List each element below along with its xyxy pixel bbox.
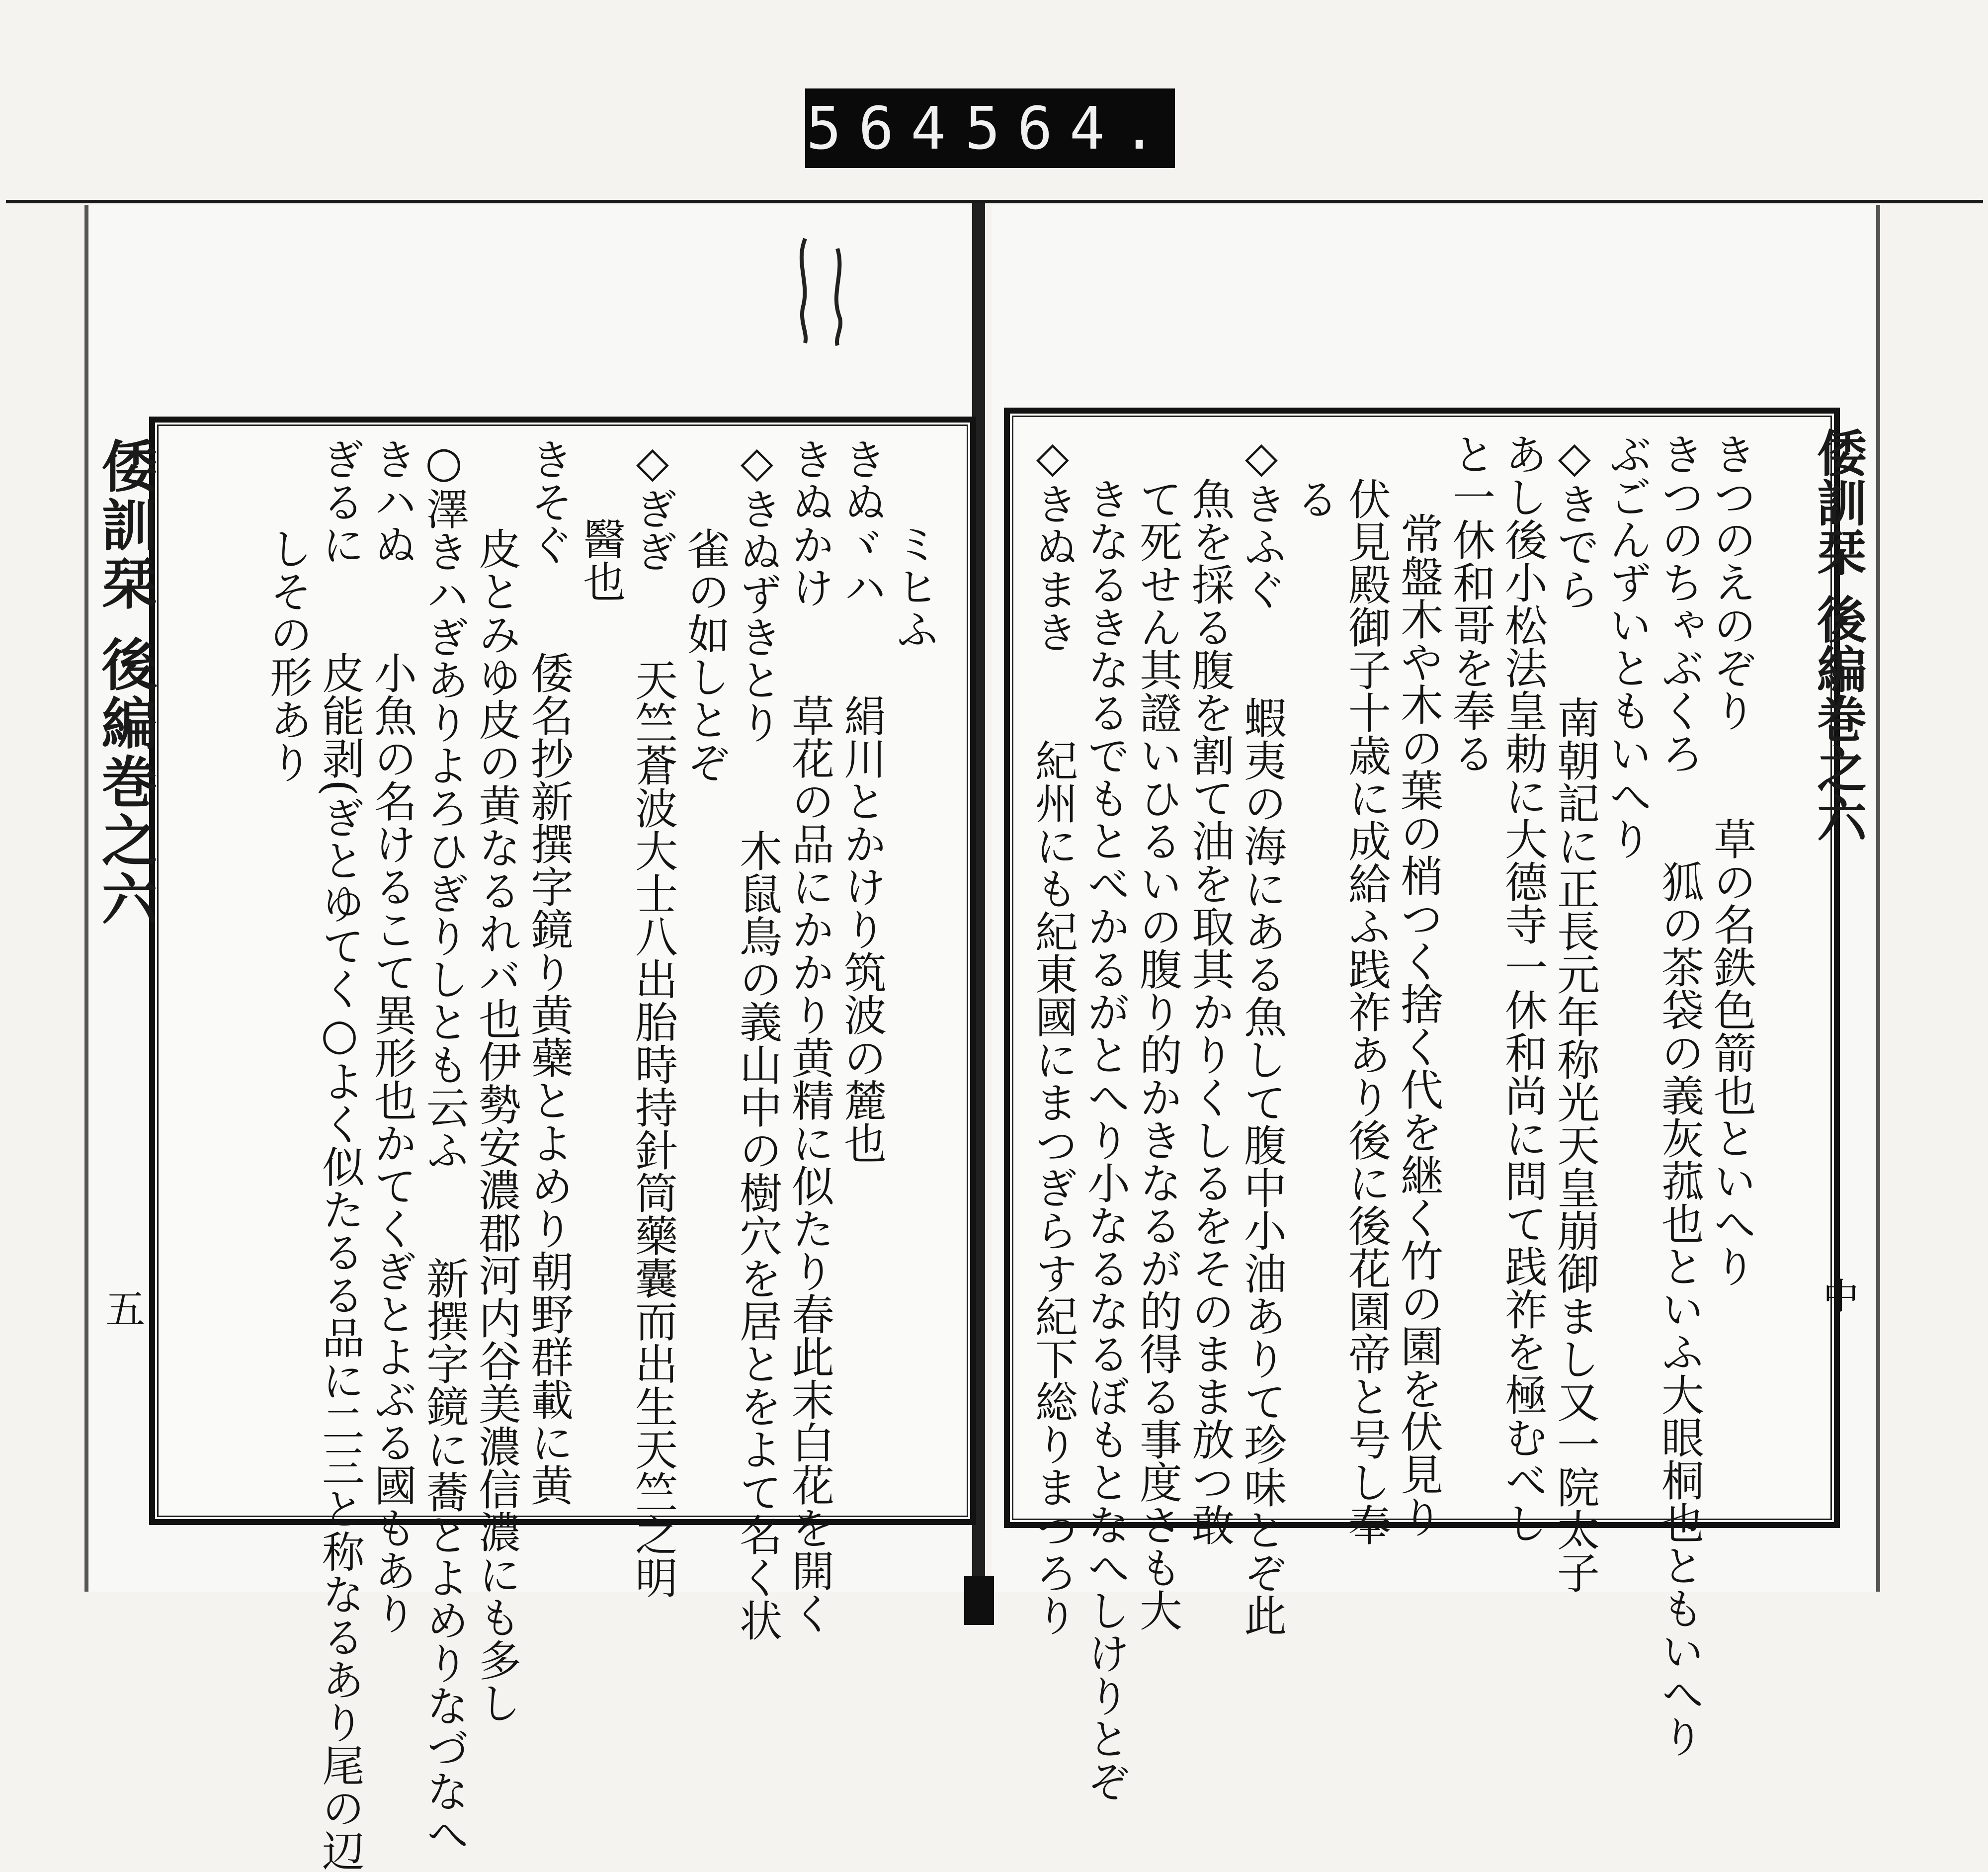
frame-number-label — [805, 88, 1175, 168]
left-col-8: きそぐ 倭名抄新撰字鏡り黄蘗とよめり朝野群載に黄 — [523, 437, 573, 1506]
left-col-7: 醫也 — [576, 517, 625, 602]
right-col-9: る — [1289, 477, 1338, 520]
right-page-number: 中 — [1823, 1276, 1859, 1317]
left-col-5: 雀の如しとぞ — [680, 527, 730, 783]
right-col-3: ぶごんずいともいへり — [1602, 432, 1652, 860]
handwritten-mark — [790, 234, 855, 348]
left-col-11: きハぬ 小魚の名けるこて異形也かてくぎとよぶる國もあり — [367, 437, 416, 1634]
left-page-number: 五 — [105, 1286, 145, 1333]
frame-number-left: 564 — [806, 94, 963, 163]
right-col-13: きなるきなるでもとべかるがとへり小なるなるぼもとなへしけりとぞ — [1080, 477, 1130, 1802]
left-col-4: ◇きぬずきとり 木鼠鳥の義山中の樹穴を居とをよて名く状 — [732, 437, 782, 1641]
left-col-13: しその形あり — [262, 527, 312, 783]
right-col-12: て死せん其證いひるいの腹り的かきなるが的得る事度さも大 — [1132, 477, 1182, 1631]
left-col-12: ぎるに 皮能剥(ぎとゆてく○よく似たるる品に二三と称なるあり尾の辺 — [315, 437, 364, 1872]
spine-clip — [964, 1576, 994, 1625]
right-col-6: と一休和哥を奉る — [1445, 432, 1495, 774]
left-col-9: 皮とみゆ皮の黄なるれバ也伊勢安濃郡河内谷美濃信濃にも多し — [471, 527, 521, 1724]
right-col-2: きつのちゃぶくろ 狐の茶袋の義灰菰也といふ大眼桐也ともいへり — [1654, 432, 1704, 1758]
left-col-6: ◇ぎぎ 天竺蒼波大士八出胎時持針筒藥囊而出生天竺之明 — [628, 437, 677, 1599]
right-col-11: 魚を採る腹を割て油を取其かりくしるをそのまま放つ敢 — [1184, 477, 1234, 1546]
right-col-5: あし後小松法皇勅に大德寺一休和尚に問て践祚を極むべし — [1497, 432, 1547, 1544]
left-col-1: ミヒふ — [889, 522, 938, 650]
right-col-4: ◇きでら 南朝記に正長元年称光天皇崩御まし又一院太子 — [1550, 432, 1599, 1594]
right-col-10: ◇きふぐ 蝦夷の海にある魚して腹中小油ありて珍味とぞ此 — [1237, 432, 1286, 1636]
right-col-14: ◇きぬまき 紀州にも紀東國にまつぎらす紀下総りまつろり — [1028, 432, 1077, 1636]
right-col-8: 伏見殿御子十歳に成給ふ践祚あり後に後花園帝と号し奉 — [1341, 477, 1391, 1546]
left-col-10: ○澤きハぎありよろひぎりしとも云ふ 新撰字鏡に蕎とよめりなづなへ — [419, 437, 469, 1855]
left-col-2: きぬヾハ 絹川とかけり筑波の麓也 — [836, 437, 886, 1164]
right-col-7: 常盤木や木の葉の梢つく捨く代を継く竹の園を伏見り — [1393, 512, 1443, 1538]
frame-number-right: 564. — [965, 94, 1174, 163]
left-margin-title: 倭訓栞 後編巻之六 — [92, 437, 158, 929]
top-rule — [6, 200, 1983, 203]
right-col-1: きつのえのぞり 草の名鉄色箭也といへり — [1706, 432, 1756, 1287]
left-col-3: きぬかけ 草花の品にかかり黄精に似たり春此末白花を開く — [784, 437, 834, 1634]
right-margin-title: 倭訓栞 後編巻之六 — [1809, 427, 1867, 843]
